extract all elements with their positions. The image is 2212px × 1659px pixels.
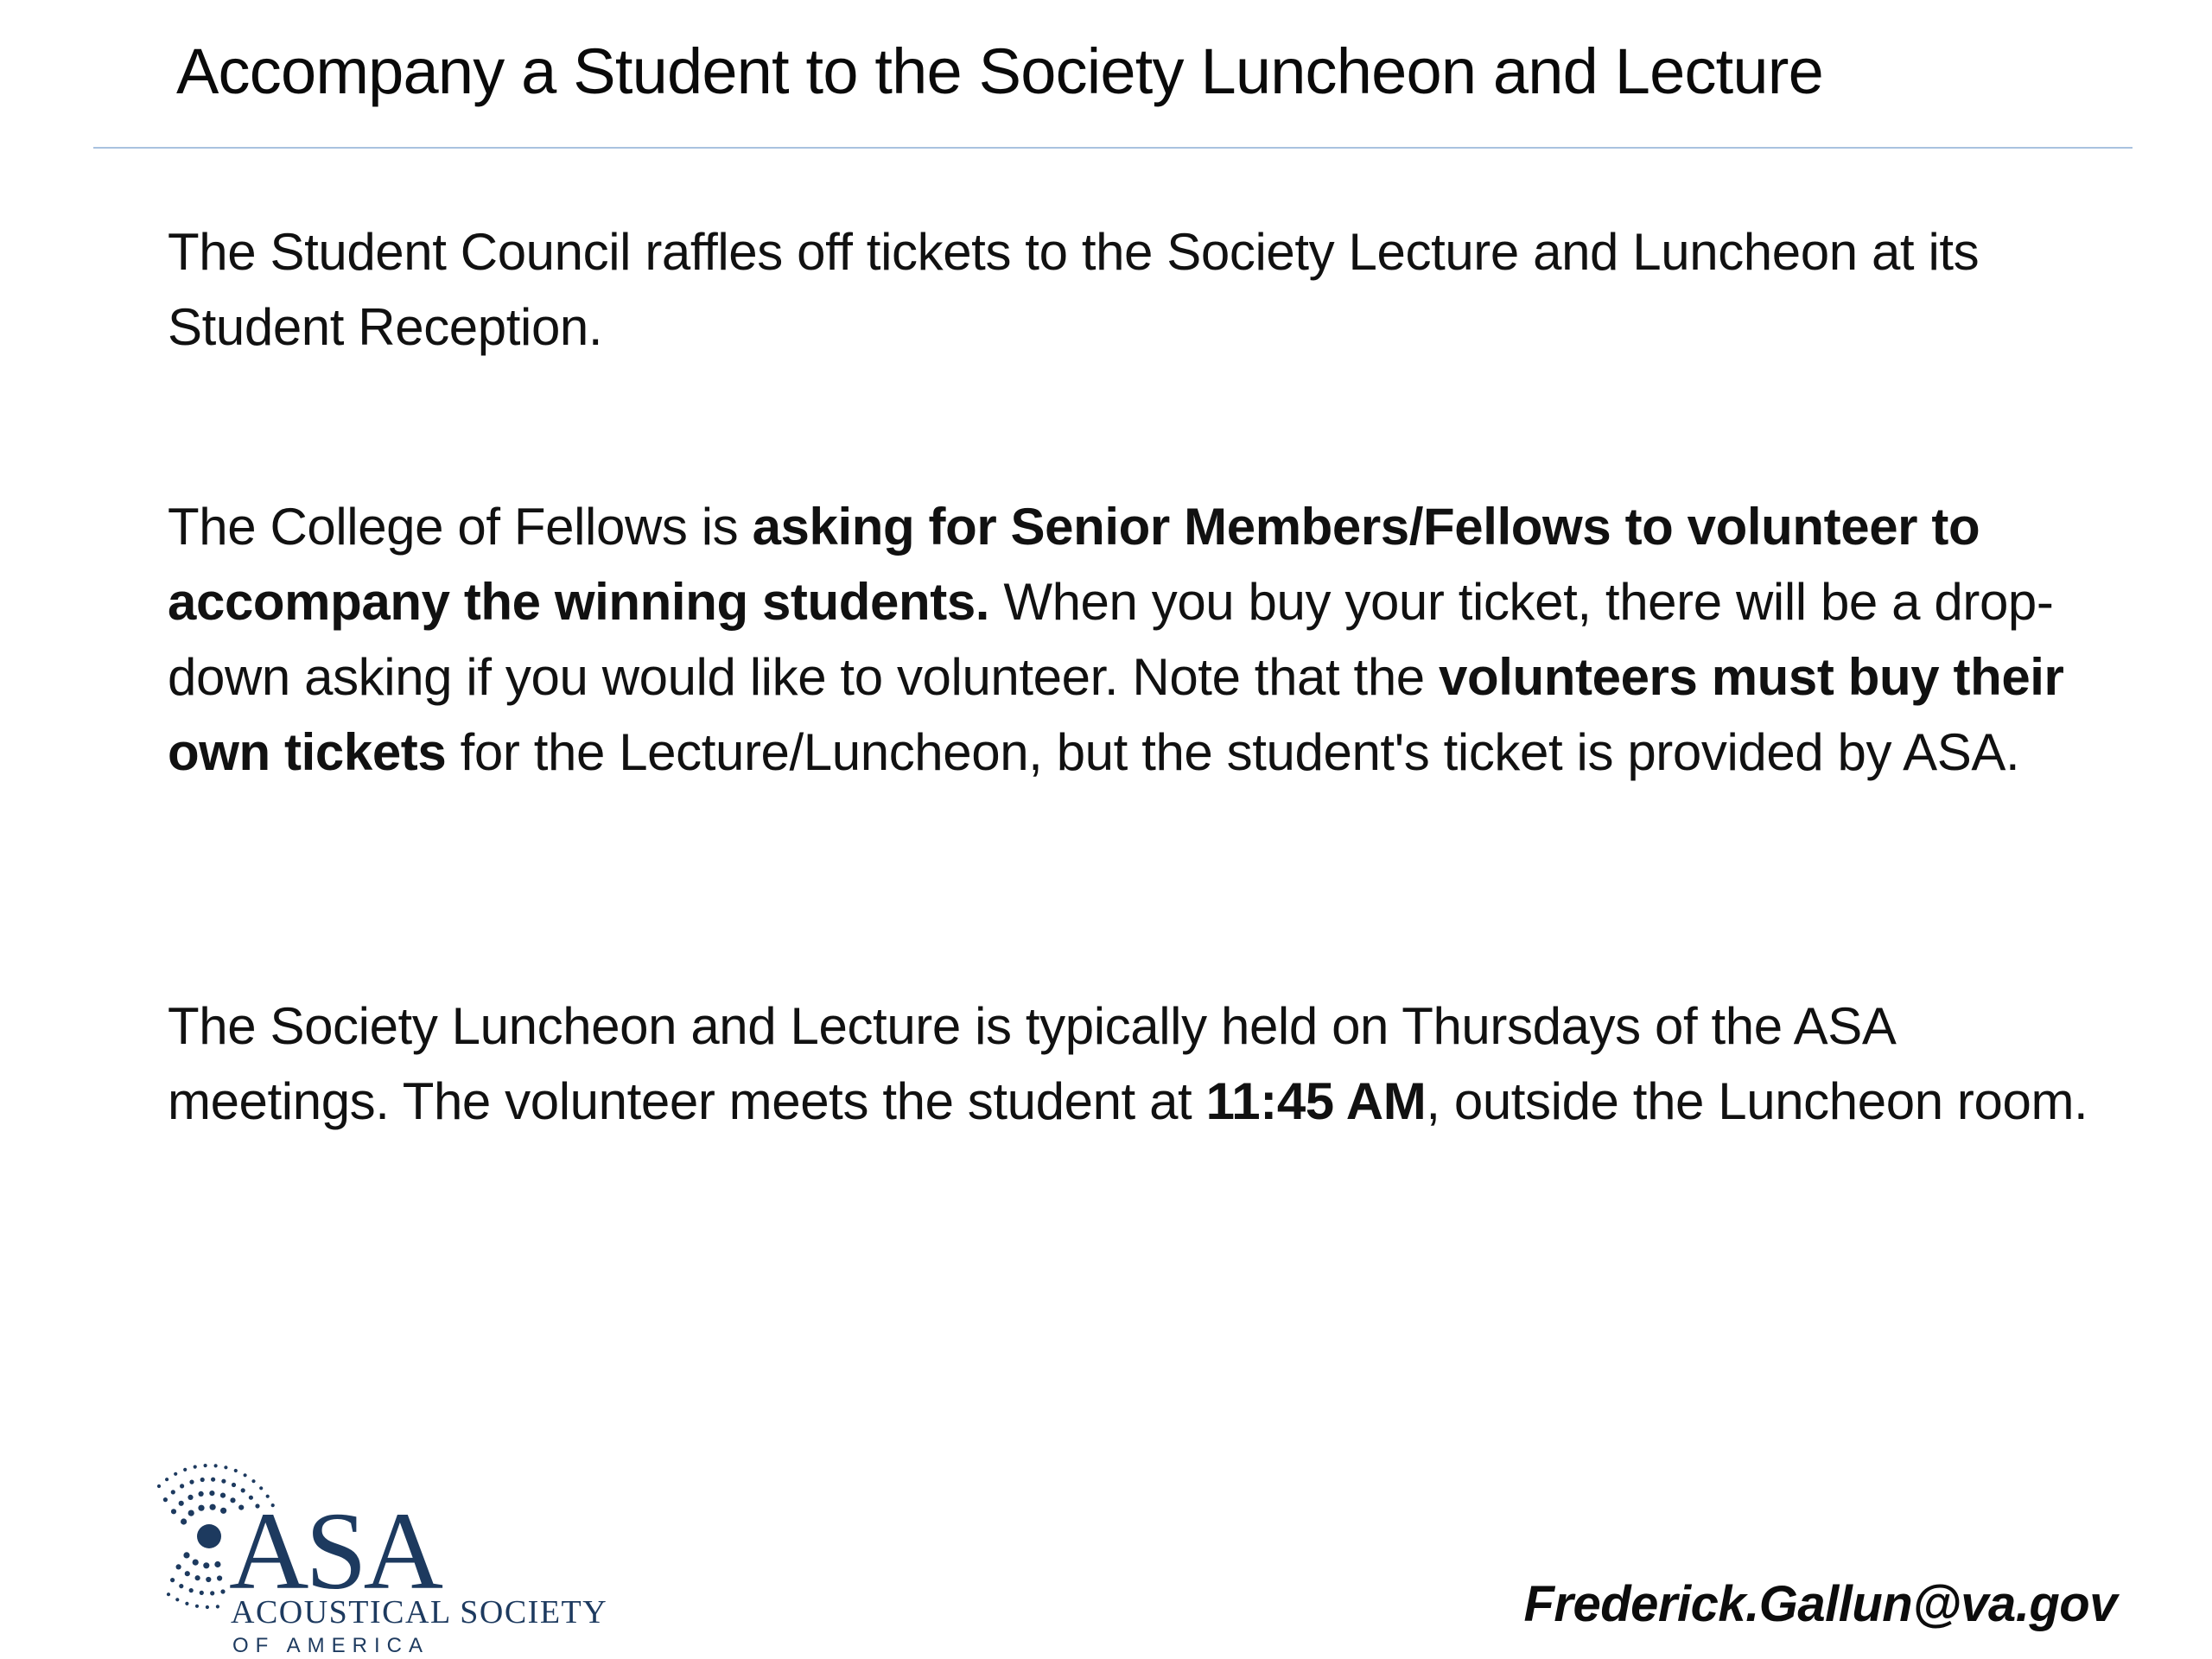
contact-email: Frederick.Gallun@va.gov — [1523, 1576, 2117, 1632]
logo-wave-dot — [188, 1510, 194, 1516]
logo-wave-dot — [179, 1501, 184, 1506]
logo-wave-dot — [199, 1491, 204, 1497]
paragraph-schedule-tail: , outside the Luncheon room. — [1426, 1072, 2088, 1130]
logo-wave-dot — [175, 1598, 179, 1601]
logo-wave-dot — [157, 1484, 161, 1488]
paragraph-volunteer-tail: for the Lecture/Luncheon, but the student's ticket is provided by ASA. — [446, 723, 2020, 781]
logo-wave-dot — [204, 1464, 207, 1467]
logo-wave-dot — [210, 1591, 214, 1595]
logo-wave-dot — [181, 1518, 187, 1524]
logo-line2: OF AMERICA — [232, 1634, 430, 1657]
logo-wave-dot — [171, 1490, 175, 1494]
slide-title: Accompany a Student to the Society Luncheon and Lecture — [176, 35, 1823, 107]
logo-wave-dot — [251, 1479, 255, 1483]
logo-wave-dot — [220, 1493, 226, 1498]
logo-wave-dot — [244, 1473, 247, 1477]
logo-wave-dot — [183, 1552, 189, 1558]
logo-wave-dot — [234, 1469, 238, 1472]
logo-wave-dot — [195, 1605, 199, 1608]
logo-wave-dot — [220, 1589, 225, 1593]
logo-wave-dot — [189, 1588, 194, 1592]
paragraph-schedule-lead: The Society Luncheon and Lecture is typically held on Thursdays of the ASA meetings. The volunteer meets the student at — [168, 997, 1894, 1130]
logo-wave-dot — [185, 1602, 188, 1605]
paragraph-volunteer-emphasis: asking for Senior Members/Fellows to volunteer to accompany the winning students. — [168, 498, 1980, 631]
logo-wave-dot — [194, 1465, 197, 1469]
logo-wave-dot — [163, 1497, 168, 1502]
logo-wave-dot — [220, 1508, 226, 1514]
paragraph-schedule — [168, 988, 2103, 1139]
logo-wave-dot — [179, 1584, 183, 1588]
title-divider — [93, 147, 2133, 149]
logo-wave-dot — [214, 1561, 220, 1567]
logo-mark: ASA — [229, 1490, 441, 1612]
logo-wave-dot — [209, 1491, 214, 1496]
logo-wave-dot — [206, 1605, 209, 1609]
logo-wave-dot — [183, 1468, 187, 1471]
logo-wave-dot — [221, 1479, 226, 1484]
logo-wave-dot — [200, 1591, 204, 1595]
logo-wave-dot — [189, 1480, 194, 1484]
logo-center-dot-icon — [197, 1524, 221, 1548]
logo-wave-dot — [217, 1575, 222, 1580]
logo-line1: ACOUSTICAL SOCIETY — [231, 1594, 608, 1630]
logo-wave-dot — [176, 1564, 181, 1569]
logo-wave-dot — [216, 1605, 219, 1608]
logo-wave-dot — [224, 1465, 227, 1469]
logo-wave-dot — [211, 1478, 215, 1482]
logo-wave-dot — [180, 1484, 184, 1488]
asa-logo — [130, 1443, 631, 1659]
logo-wave-dot — [206, 1577, 211, 1582]
logo-wave-dot — [185, 1571, 190, 1576]
logo-wave-dot — [203, 1562, 209, 1568]
paragraph-volunteer-middle: When you buy your ticket, there will be a drop-down asking if you would like to volunteer. Note that the — [168, 573, 2054, 706]
logo-wave-dot — [195, 1575, 200, 1580]
paragraph-volunteer-ticket-emphasis: volunteers must buy their own tickets — [168, 648, 2064, 781]
logo-wave-dot — [214, 1464, 218, 1467]
paragraph-volunteer-lead: The College of Fellows is — [168, 498, 753, 556]
logo-wave-dot — [188, 1495, 193, 1500]
logo-wave-dot — [232, 1483, 236, 1487]
paragraph-volunteer-request — [168, 489, 2103, 790]
logo-wave-dot — [170, 1578, 175, 1582]
logo-wave-dot — [193, 1560, 199, 1566]
logo-wave-dot — [171, 1509, 176, 1514]
logo-wave-dot — [165, 1478, 168, 1481]
paragraph-schedule-time: 11:45 AM — [1205, 1072, 1427, 1130]
paragraph-raffle-text: The Student Council raffles off tickets to the Society Lecture and Luncheon at its Student Reception. — [168, 223, 1980, 356]
logo-wave-dot — [167, 1592, 170, 1596]
logo-wave-dot — [198, 1505, 204, 1511]
logo-wave-dot — [210, 1504, 216, 1510]
paragraph-raffle — [168, 214, 2103, 365]
logo-wave-dot — [200, 1478, 205, 1482]
logo-wave-dot — [174, 1472, 177, 1476]
